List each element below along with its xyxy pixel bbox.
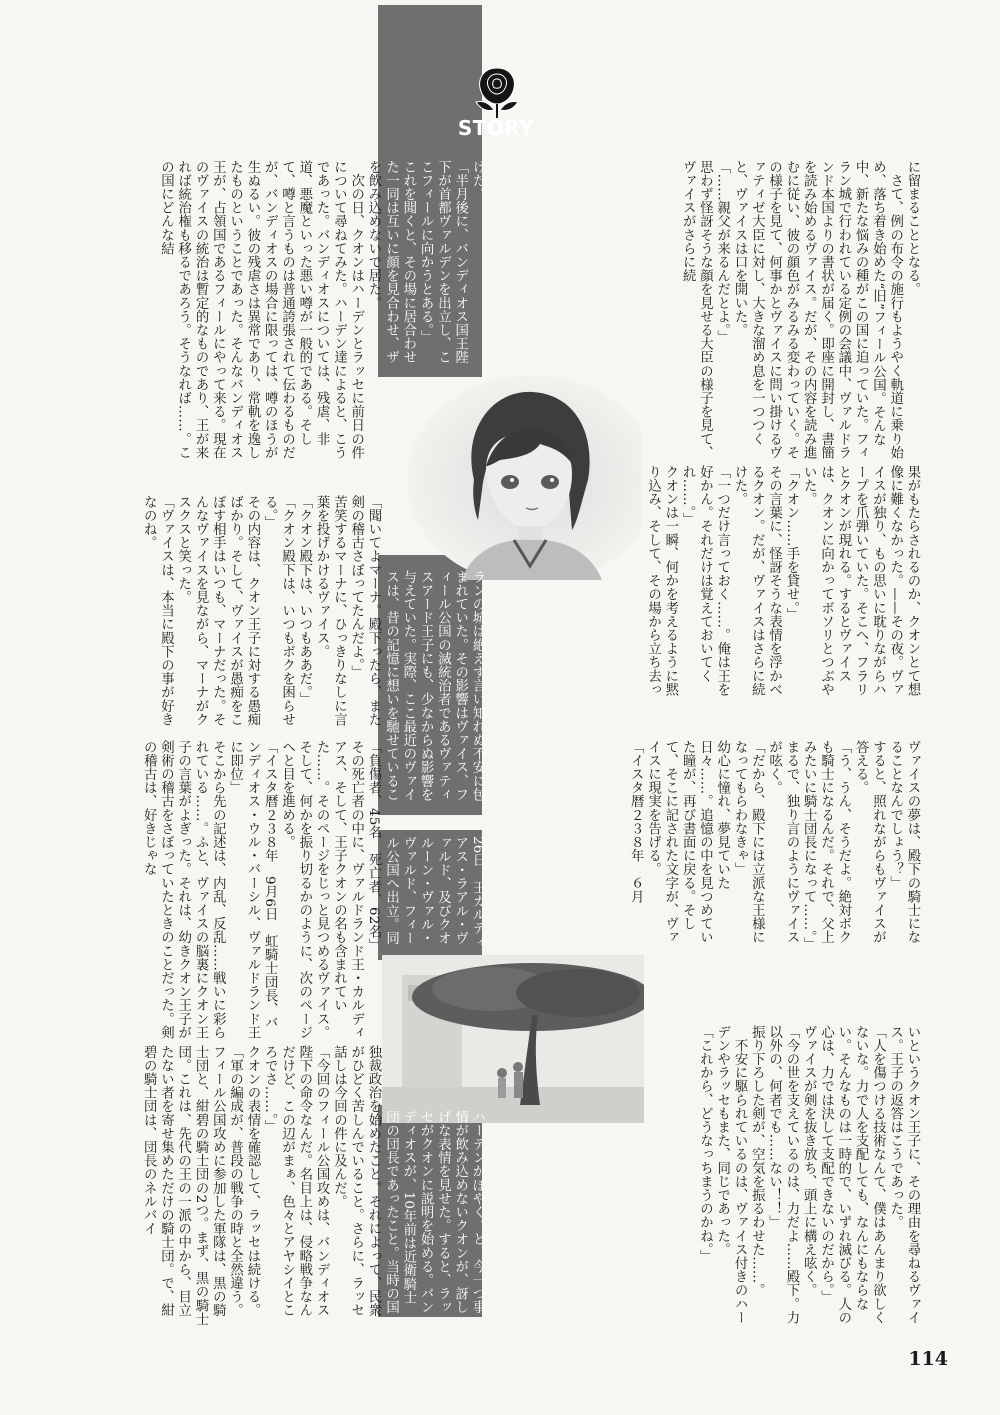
text-top-left: を飲み込めないで居た。 次の日、クオンはハーデンとラッセに前日の件について尋ねてみた。ハーデン達によると、こうであった。バンディオスについては、残虐、非道、悪魔といった悪い噂が一般的である。そして、噂と言うものは普通誇張されて伝わるものだが、バンディオスの場合に限っては、噂のほうが生ぬるい。彼の残虐さは異常であり、常軌を逸したものということであった。そんなバンディオス王が、占領国であるフィールにやって来る。現在のヴァイスの統治は暫定的なものであり、王が来れば統治権も移るであろう。そうなれば……。この国にどんな結: [158, 160, 381, 460]
text-mid-left: 「聞いてよマーナ。殿下ったら、また剣の稽古さぼってたんだよ。」 苦笑するマーナに、ひっきりなしに言葉を投げかけるヴァイス。 「クオン殿下は、いつもああだ。」 「クオン殿下は、いつもボクを困らせる。」 その内容は、クオン王子に対する愚痴ばかり。そして、ヴァイスが愚痴をこぼす相手はいつも、マーナだった。そんなヴァイスを見ながら、マーナがクスクスと笑った。 「ヴァイスは、本当に殿下の事が好きなのね。: [141, 495, 381, 727]
tree-scene-illustration: [382, 955, 644, 1123]
page-number: 114: [908, 1348, 948, 1370]
text-r3-band: 26日：王カルディアス・ラアル・ヴァルド、及びクオルーン・ヴァル・ヴァルド、フィール公国へ出立。同: [383, 836, 485, 949]
text-bottom-right: いというクオン王子に、その理由を尋ねるヴァイス。王子の返答はこうであった。 「人を傷つける技術なんて、僕はあんまり欲しくないな。力で人を支配しても、なんにもならない。そんなものは一時的で、いずれ滅びる。人の心は、力では決して支配できないのだから。」 ヴァイスが剣を抜き放ち、頭上に構え呟く。 「今の世を支えているのは、力だよ……殿下。力以外の、何者でも……ない！！」 振り下ろした剣が、空気を振るわせた……。 不安に駆られているのは、ヴァイス付きのハーデンやラッセもまた、同じであった。 「これから、どうなっちまうのかね。」: [697, 1025, 920, 1325]
text-r3-left: 「負傷者、45名 死亡者、62名」 その死亡者の中に、ヴァルドランド王・カルディアス、そして、王子クオンの名も含まれていた……。そのページをじっと見つめるヴァイス。そして、何かを振り切るかのように、次のページへと目を進める。 「イスタ暦２３８年 9月6日 虹騎士団長、バンディオス・ウル・バーシル、ヴァルドランド王に即位」 そこから先の記述は、内乱、反乱……戦いに彩られている……。ふと、ヴァイスの脳裏にクオン王子の言葉がよぎった。それは、幼きクオン王子が剣術の稽古をさぼっていたときのことだった。剣の稽古は、好きじゃな: [141, 740, 381, 1040]
text-bottom-left: 独裁政治を始めたこと。それによって、民衆がひどく苦しんでいること。さらに、ラッセ話しは今回の件に及んだ。 「今回のフィール公国攻めは、バンディオス陛下の命令なんだ。名目上は、侵略戦争なんだけど、この辺がまぁ、色々とアヤシイところでさ……。」 クオンの表情を確認して、ラッセは続ける。 「軍の編成が、普段の戦争の時と全然違う。フィール公国攻めに参加した軍隊は、黒の騎士団と、紺碧の騎士団の2つ。まず、黒の騎士団。これは、先代の王の一派の中から、目立たない者を寄せ集めただけの騎士団。で、紺碧の騎士団は、団長のネルバイ: [141, 1045, 381, 1326]
text-top-right: に留まることとなる。 さて、例の布令の施行もようやく軌道に乗り始め、落ち着き始めた“旧”フィール公国。そんな中、新たな悩みの種がこの国に迫っていた。フィラン城で行われている定例の会議中、ヴァルドランド本国よりの書状が届く。即座に開封し、書簡を読み始めるヴァイス。だが、その内容を読み進むに従い、彼の顔色がみるみる変わっていく。その様子を見て、何事かとヴァイスに問い掛けるヴァティゼ大臣に対し、大きな溜め息を一つつくと、ヴァイスは口を開いた。 「……親父が来るんだとよ。」 思わず怪訝そうな顔を見せる大臣の様子を見て、ヴァイスがさらに続: [680, 160, 920, 460]
text-r3-right: ヴァイスの夢は、殿下の騎士になることなんでしょう？」 すると、照れながらもヴァイスが答える。 「う、うん、そうだよ。絶対ボクも騎士になるんだ。それで、父上みたいに騎士団長になって……。」 まるで、独り言のようにヴァイスが呟く。 「だから、殿下には立派な王様になってもらわなきゃ」 幼心に憧れ、夢見ていた日々……。追憶の中を見つめていた瞳が、再び書面に戻る。そして、そこに記された文字が、ヴァイスに現実を告げる。 「イスタ暦２３８年 ６月: [628, 740, 920, 951]
text-top-band: けた。 「半月後に、バンディオス国王陛下が首都ヴァルデンを出立し、ここフィールに向かうとある。」 これを聞くと、その場に居合わせた一同は互いに顔を見合わせ、ザ: [383, 160, 485, 364]
rose-emblem-icon: [466, 62, 528, 120]
text-bottom-band: ハーデンがぼやく。と、今一つ事情が飲み込めないクオンが、訝しげな表情を見せた。すると、ラッセがクオンに説明を始める。バンディオスが、10年前は近衛騎士団の団長であったこと。当時の国: [383, 1110, 485, 1314]
section-title: STORY: [457, 116, 535, 140]
text-mid-right: 果がもたらされるのか、クオンとて想像に難くなかった。——その夜。ヴァイスが独り、もの思いに耽りながらハープを爪弾いていた。そこへ、フラリとクオンが現れる。するとヴァイスは、クオンに向かってボソリとつぶやいた。 「クオン……手を貸せ。」 その言葉に、怪訝そうな表情を浮かべるクオン。だが、ヴァイスはさらに続けた。 「一つだけ言っておく……。俺は王を好かん。それだけは覚えておいてくれ……。」 クオンは一瞬、何かを考えるように黙り込み、そして、その場から立ち去っ: [646, 465, 920, 697]
text-mid-band: ランの城は絶えず言い知れぬ不安に包まれていた。その影響はヴァイス、フィール公国の滅統治者であるヴァティスアード王子にも、少なからぬ影響を与えていた。実際、ここ最近のヴァイスは、昔の記憶に想いを馳せているこ: [383, 570, 485, 802]
